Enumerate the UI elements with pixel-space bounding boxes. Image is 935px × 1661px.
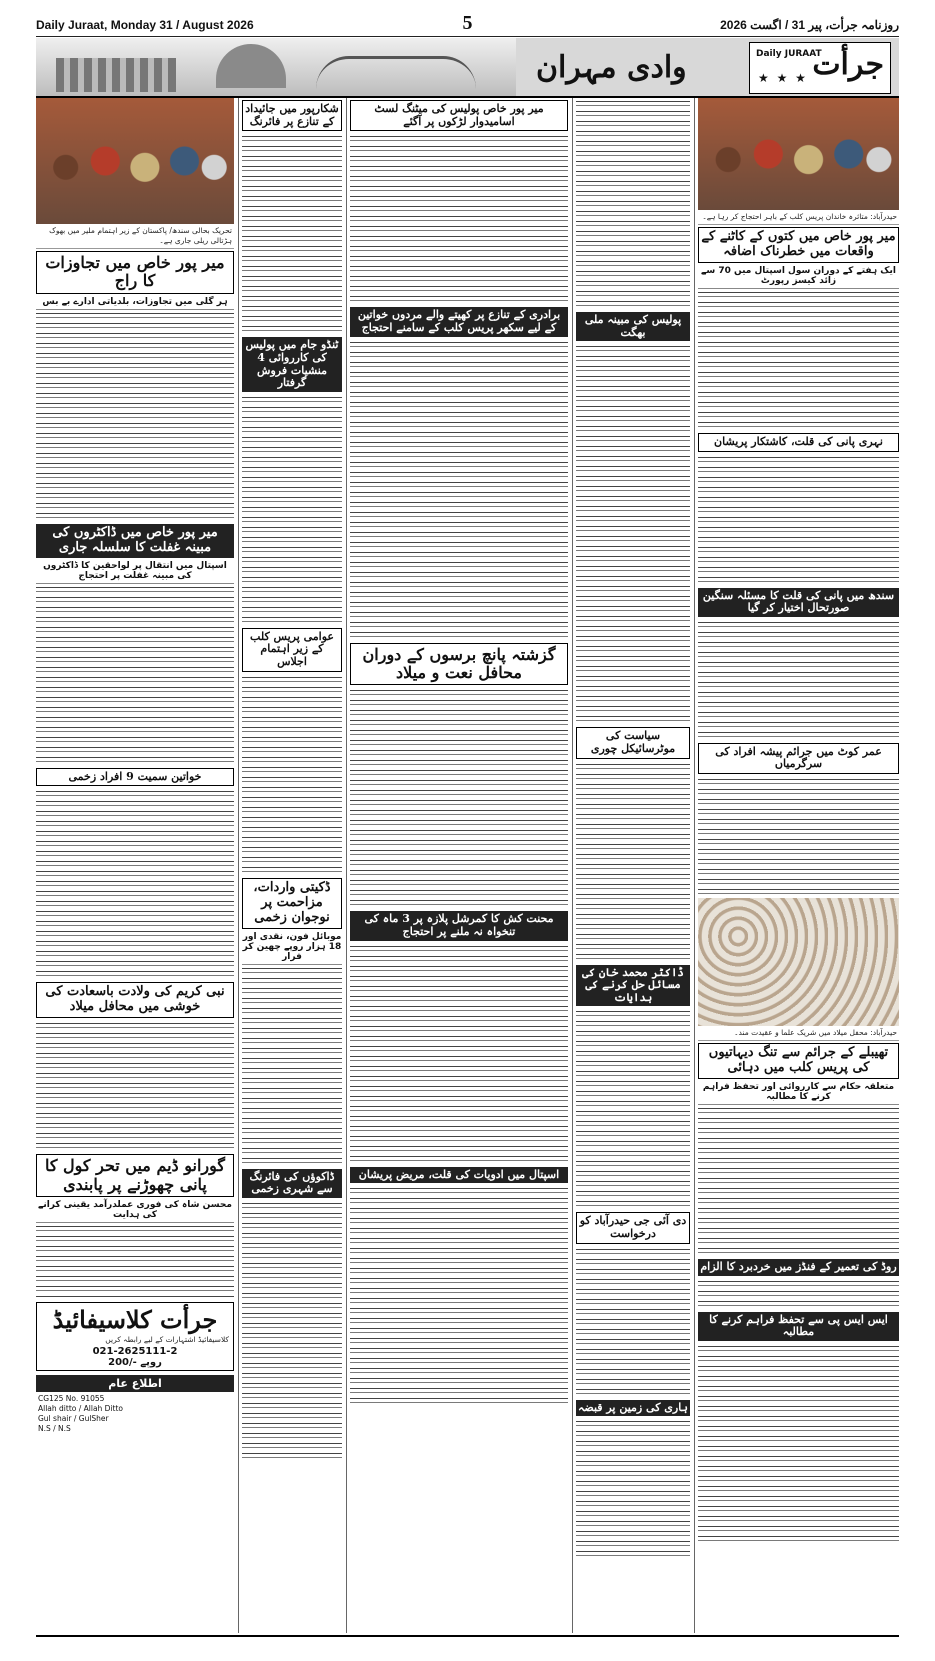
article-body <box>36 1223 234 1299</box>
article-body <box>698 289 899 431</box>
headline-ssp-protection: ایس ایس پی سے تحفظ فراہم کرنے کا مطالبہ <box>698 1312 899 1341</box>
article-body <box>698 1105 899 1257</box>
column-divider <box>238 98 239 1633</box>
article-body <box>242 394 342 626</box>
article-body <box>350 943 568 1165</box>
subheadline-encroachments: ہر گلی میں تجاوزات، بلدیاتی ادارے بے بس <box>36 296 234 310</box>
article-body <box>576 343 690 725</box>
column-5 <box>698 98 899 1633</box>
headline-police-collusion: پولیس کی مبینہ ملی بھگت <box>576 312 690 341</box>
headline-bike-theft: سیاست کی موٹرسائیکل چوری <box>576 727 690 758</box>
column-1 <box>36 98 234 1633</box>
headline-villagers-plea: تھیبلے کے جرائم سے تنگ دیہاتیوں کی پریس کلب میں دہائی <box>698 1043 899 1079</box>
headline-labour-protest: محنت کش کا کمرشل پلازہ پر 3 ماہ کی تنخواہ نہ ملنے پر احتجاج <box>350 911 568 940</box>
family-photo <box>698 98 899 210</box>
headline-water-shortage: سندھ میں پانی کی قلت کا مسئلہ سنگین صورتحال اختیار کر گیا <box>698 588 899 617</box>
column-divider <box>572 98 573 1633</box>
article-body <box>242 1200 342 1462</box>
article-body <box>350 1185 568 1407</box>
article-body <box>36 1020 234 1152</box>
article-body <box>698 619 899 741</box>
classified-text: کلاسیفائیڈ اشتہارات کے لیے رابطہ کریں <box>105 1334 229 1344</box>
notice-line: N.S / N.S <box>38 1424 71 1434</box>
article-body <box>698 454 899 586</box>
protest-photo <box>36 98 234 224</box>
headline-road-funds: روڈ کی تعمیر کے فنڈز میں خردبرد کا الزام <box>698 1259 899 1276</box>
headline-dr-instructions: ڈاکٹر محمد خان کی مسائل حل کرنے کی ہدایات <box>576 965 690 1007</box>
article-body <box>698 1278 899 1310</box>
photo-caption: حیدرآباد: متاثرہ خاندان پریس کلب کے باہر احتجاج کر رہا ہے۔ <box>698 210 899 225</box>
headline-land-grab: ہاری کی زمین پر قبضہ <box>576 1400 690 1417</box>
column-divider <box>346 98 347 1633</box>
milad-gathering-photo <box>698 898 899 1026</box>
headline-medicine-shortage: اسپتال میں ادویات کی قلت، مریض پریشان <box>350 1167 568 1184</box>
classified-phone: 021-2625111-2 <box>92 1346 178 1358</box>
headline-shikarpur: شکارپور میں جائیداد کے تنازع پر فائرنگ <box>242 100 342 131</box>
column-4 <box>576 98 690 1633</box>
headline-umerkot-crime: عمر کوٹ میں جرائم پیشہ افراد کی سرگرمیاں <box>698 743 899 774</box>
headline-dig-application: دی آئی جی حیدرآباد کو درخواست <box>576 1212 690 1243</box>
subheadline-dam: محسن شاہ کی فوری عملدرآمد یقینی کرانے کی ہدایت <box>36 1199 234 1223</box>
subheadline-villagers: متعلقہ حکام سے کارروائی اور تحفظ فراہم کرنے کا مطالبہ <box>698 1081 899 1105</box>
headline-dam-ban: گورانو ڈیم میں تحر کول کا پانی چھوڑنے پر پابندی <box>36 1154 234 1197</box>
headline-canal-water: نہری پانی کی قلت، کاشتکار پریشان <box>698 433 899 452</box>
article-body <box>242 133 342 335</box>
classified-rate: 200/- روپے <box>108 1357 162 1369</box>
article-body <box>576 1418 690 1560</box>
article-body <box>36 788 234 980</box>
article-body <box>576 98 690 310</box>
article-body <box>576 761 690 963</box>
public-notice <box>36 1392 234 1436</box>
article-body <box>350 339 568 641</box>
article-body <box>698 1343 899 1545</box>
notice-line: Gul shair / GulSher <box>38 1414 109 1424</box>
column-2 <box>242 98 342 1633</box>
article-body <box>698 776 899 898</box>
masthead-english-date: Daily Juraat, Monday 31 / August 2026 <box>36 18 254 32</box>
masthead <box>36 14 899 37</box>
banner-bridge <box>316 56 476 89</box>
headline-firing: ڈاکوؤں کی فائرنگ سے شہری زخمی <box>242 1169 342 1198</box>
photo-caption: تحریک بحالی سندھ/ پاکستان کے زیر اہتمام ملیر میں بھوک ہڑتالی ریلی جاری ہے۔ <box>36 224 234 249</box>
column-3 <box>350 98 568 1633</box>
classified-brand: جرأت کلاسیفائیڈ <box>52 1304 218 1334</box>
article-body <box>576 1008 690 1210</box>
article-body <box>242 674 342 876</box>
article-body <box>576 1246 690 1398</box>
bottom-rule <box>36 1635 899 1637</box>
brand-logo <box>749 42 891 94</box>
headline-police-list: میر پور خاص پولیس کی میٹنگ لسٹ اسامیدوار لڑکوں پر آگئے <box>350 100 568 131</box>
section-banner <box>36 38 899 98</box>
headline-naat-milad: گزشتہ پانچ برسوں کے دوران محافل نعت و میلاد <box>350 643 568 686</box>
subheadline-doctors: اسپتال میں انتقال پر لواحقین کا ڈاکٹروں کی مبینہ غفلت پر احتجاج <box>36 560 234 584</box>
section-title: وادی مہران <box>536 50 687 85</box>
public-notice-title: اطلاع عام <box>36 1375 234 1392</box>
subheadline-robbery: موبائل فون، نقدی اور 18 ہزار روپے چھین کر فرار <box>242 931 342 965</box>
masthead-urdu-date: روزنامہ جرأت، پیر 31 / اگست 2026 <box>720 18 899 32</box>
headline-tribal-dispute: برادری کے تنازع پر کھیتے والے مردوں خواتین کے لیے سکھر پریس کلب کے سامنے احتجاج <box>350 307 568 336</box>
classified-ad <box>36 1302 234 1371</box>
notice-line: Allah ditto / Allah Ditto <box>38 1404 124 1414</box>
photo-caption: حیدرآباد: محفل میلاد میں شریک علما و عقیدت مند۔ <box>698 1026 899 1041</box>
article-body <box>36 310 234 522</box>
article-body <box>350 133 568 305</box>
article-body <box>242 965 342 1167</box>
notice-line: CG125 No. 91055 <box>38 1394 105 1404</box>
headline-robbery: ڈکیتی واردات، مزاحمت پر نوجوان زخمی <box>242 878 342 929</box>
brand-stars: ★ ★ ★ <box>758 71 808 85</box>
headline-press-club: عوامی پریس کلب کے زیر اہتمام اجلاس <box>242 628 342 672</box>
headline-encroachments: میر پور خاص میں تجاوزات کا راج <box>36 251 234 294</box>
headline-injured: خواتین سمیت 9 افراد زخمی <box>36 768 234 787</box>
article-body <box>350 687 568 909</box>
column-divider <box>694 98 695 1633</box>
page-number: 5 <box>462 12 473 34</box>
article-body <box>36 584 234 766</box>
subheadline-dog-bites: ایک ہفتے کے دوران سول اسپتال میں 70 سے زائد کیسز رپورٹ <box>698 265 899 289</box>
headline-doctors-negligence: میر پور خاص میں ڈاکٹروں کی مبینہ غفلت کا سلسلہ جاری <box>36 524 234 558</box>
headline-dog-bites: میر پور خاص میں کتوں کے کاٹنے کے واقعات میں خطرناک اضافہ <box>698 227 899 263</box>
headline-police-action: ٹنڈو جام میں پولیس کی کارروائی 4 منشیات فروش گرفتار <box>242 337 342 392</box>
brand-urdu: جرأت <box>812 47 884 82</box>
headline-milad: نبی کریم کی ولادت باسعادت کی خوشی میں محافل میلاد <box>36 982 234 1018</box>
brand-english: Daily JURAAT <box>756 49 822 59</box>
banner-buildings <box>56 58 176 92</box>
